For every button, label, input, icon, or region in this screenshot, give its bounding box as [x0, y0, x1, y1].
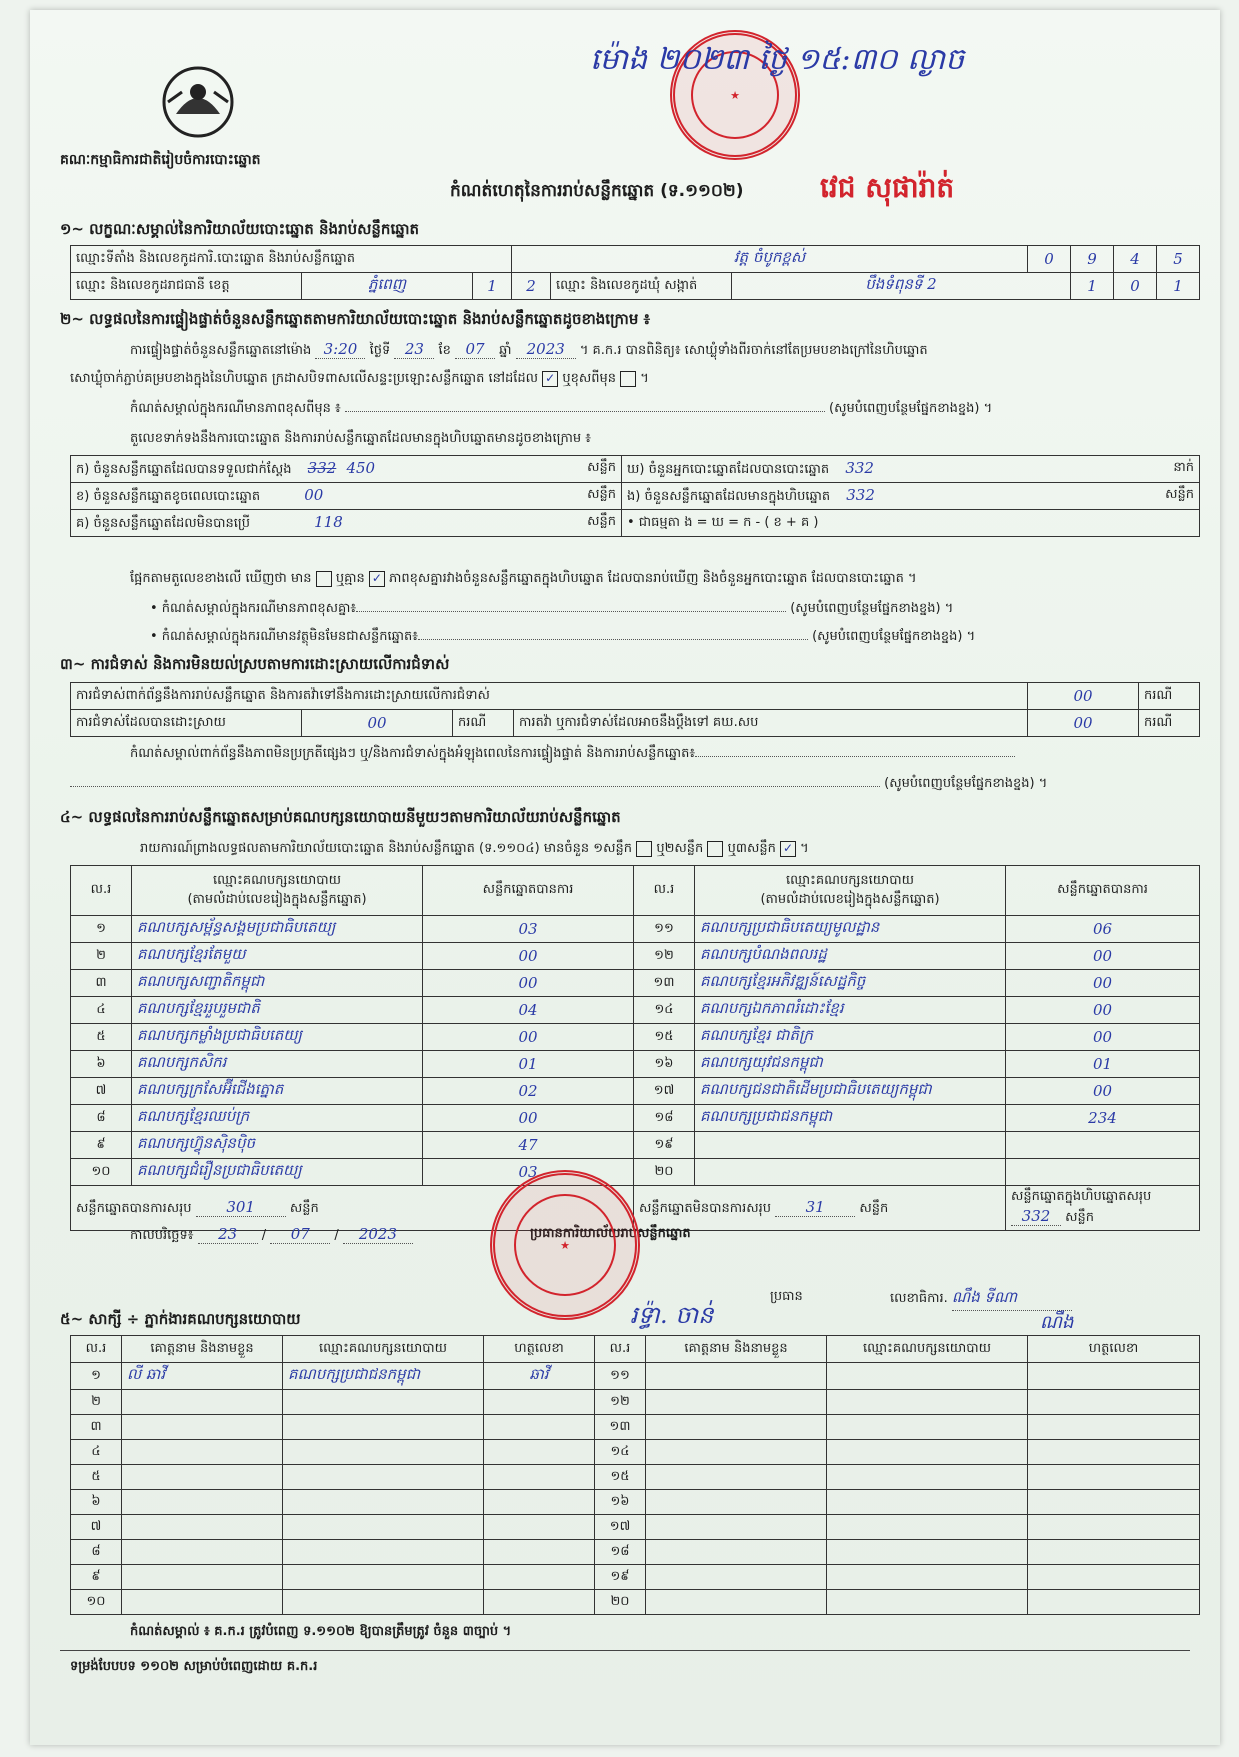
- resolved-value: 00: [302, 710, 453, 737]
- witness-number: ១៩: [595, 1565, 646, 1590]
- province-digit: 2: [512, 273, 551, 300]
- chair-signature: រទ្ធ៉ា. ចាន់: [630, 1301, 714, 1329]
- witness-name: [646, 1390, 827, 1415]
- witness-party: [827, 1490, 1028, 1515]
- party-name: គណបក្សខ្មែរតែមួយ: [132, 943, 423, 970]
- intro-table-line: តួលេខទាក់ទងនឹងការបោះឆ្នោត និងការរាប់សន្លឹកឆ្នោតដែលមានក្នុងហិបឆ្នោតមានដូចខាងក្រោម ៖: [130, 431, 591, 446]
- formula: • ជាធម្មតា ង = ឃ = ក - ( ខ + គ ): [622, 510, 1200, 537]
- col-party: ឈ្មោះគណបក្សនយោបាយ: [283, 1336, 484, 1363]
- count-a-unit: សន្លឹក: [587, 459, 616, 475]
- witness-row: [71, 1490, 1200, 1515]
- witness-party: [827, 1415, 1028, 1440]
- count-b-unit: សន្លឹក: [587, 486, 616, 502]
- two-sheet-checkbox[interactable]: [707, 841, 723, 857]
- witness-name: [122, 1540, 283, 1565]
- witness-signature: [484, 1490, 595, 1515]
- witness-row: [71, 1540, 1200, 1565]
- party-number: ១៧: [634, 1078, 695, 1105]
- results-row: [71, 1159, 1200, 1186]
- witness-party: [827, 1390, 1028, 1415]
- col-no: ល.រ: [595, 1336, 646, 1363]
- party-name: គណបក្សយុវជនកម្ពុជា: [695, 1051, 1006, 1078]
- party-number: ១២: [634, 943, 695, 970]
- party-votes: 00: [1006, 970, 1200, 997]
- witness-number: ២: [71, 1390, 122, 1415]
- verify-year-label: ឆ្នាំ: [499, 343, 512, 358]
- count-a-struck: 332: [307, 458, 337, 477]
- party-name: [695, 1132, 1006, 1159]
- verify-month-label: ខែ: [438, 343, 451, 358]
- location-digit: 9: [1071, 246, 1114, 273]
- party-name: គណបក្សខ្មែរឈប់ក្រ: [132, 1105, 423, 1132]
- witness-number: ៩: [71, 1565, 122, 1590]
- location-digit: 4: [1114, 246, 1157, 273]
- party-number: ១០: [71, 1159, 132, 1186]
- party-number: ២: [71, 943, 132, 970]
- witness-name: [122, 1515, 283, 1540]
- witness-name: [122, 1440, 283, 1465]
- witness-row: [71, 1565, 1200, 1590]
- count-b-value: 00: [304, 485, 324, 504]
- party-number: ៣: [71, 970, 132, 997]
- witness-name: [646, 1440, 827, 1465]
- one-sheet-checkbox[interactable]: [636, 841, 652, 857]
- verify-text-end: ។ គ.ក.រ បានពិនិត្យ៖ សោឃ្លុំទាំងពីរចាក់នៅតែប្រមបខាងក្រៅនៃហិបឆ្នោត: [579, 343, 928, 358]
- section4-heading: ៤~ លទ្ធផលនៃការរាប់សន្លឹកឆ្នោតសម្រាប់គណបក្សនយោបាយនីមួយៗតាមការិយាល័យរាប់សន្លឹកឆ្នោត: [60, 808, 621, 826]
- witness-name: [122, 1565, 283, 1590]
- section3-note: កំណត់សម្គាល់ពាក់ព័ន្ធនឹងភាពមិនប្រក្រតីផ្សេងៗ ឬ/និងការជំទាស់ក្នុងអំឡុងពេលនៃការផ្ទៀងផ្ទាត់ និងការរាប់សន្លឹកឆ្នោត៖: [130, 745, 1015, 764]
- witness-signature: [484, 1390, 595, 1415]
- no-difference-checkbox[interactable]: ✓: [369, 571, 385, 587]
- results-table: [70, 865, 1200, 1231]
- witness-signature: [1028, 1565, 1200, 1590]
- seal-text-c: ។: [640, 371, 649, 386]
- witness-party: [827, 1440, 1028, 1465]
- verify-text: ការផ្ទៀងផ្ទាត់ចំនួនសន្លឹកឆ្នោតនៅម៉ោង: [130, 343, 312, 358]
- note1-fill: (សូមបំពេញបន្ថែមផ្នែកខាងខ្នង) ។: [829, 401, 993, 416]
- witness-signature: [484, 1565, 595, 1590]
- witness-number: ១០: [71, 1590, 122, 1615]
- date-line: កាលបរិច្ឆេទ៖ 23 / 07 / 2023: [130, 1225, 413, 1246]
- witness-number: ៤: [71, 1440, 122, 1465]
- location-value: វត្ត ចំបូកខ្ពស់: [512, 246, 1028, 273]
- witness-signature: [484, 1465, 595, 1490]
- party-votes: 00: [423, 970, 634, 997]
- witness-party: [283, 1465, 484, 1490]
- party-name: គណបក្សបំណងពលរដ្ឋ: [695, 943, 1006, 970]
- results-row: [71, 997, 1200, 1024]
- witness-signature: [1028, 1363, 1200, 1390]
- witness-name: [646, 1515, 827, 1540]
- objection-value: 00: [1028, 683, 1139, 710]
- party-number: ១៦: [634, 1051, 695, 1078]
- footer-text: ទម្រង់បែបបទ ១១០២ សម្រាប់បំពេញដោយ គ.ក.រ: [70, 1659, 318, 1674]
- section1-heading: ១~ លក្ខណៈសម្គាល់នៃការិយាល័យបោះឆ្នោត និងរាប់សន្លឹកឆ្នោត: [60, 220, 420, 238]
- results-row: [71, 943, 1200, 970]
- party-name: គណបក្សជនជាតិដើមប្រជាធិបតេយ្យកម្ពុជា: [695, 1078, 1006, 1105]
- appeal-value: 00: [1028, 710, 1139, 737]
- same-checkbox[interactable]: ✓: [542, 371, 558, 387]
- party-number: ៧: [71, 1078, 132, 1105]
- witness-row: [71, 1363, 1200, 1390]
- section5-footnote: កំណត់សម្គាល់ ៖ គ.ក.រ ត្រូវបំពេញ ទ.១១០២ ឱ្យបានត្រឹមត្រូវ ចំនួន ៣ច្បាប់ ។: [130, 1624, 512, 1639]
- count-a-value: 450: [346, 458, 376, 477]
- resolved-unit: ករណី: [453, 710, 514, 737]
- witness-number: ៨: [71, 1540, 122, 1565]
- witness-name: [122, 1590, 283, 1615]
- witness-party: [827, 1565, 1028, 1590]
- seal-text-b: ឬខុសពីមុន: [562, 371, 616, 386]
- section2-heading: ២~ លទ្ធផលនៃការផ្ទៀងផ្ទាត់ចំនួនសន្លឹកឆ្នោតតាមការិយាល័យបោះឆ្នោត និងរាប់សន្លឹកឆ្នោតដូចខាងក្រោម ៖: [60, 310, 651, 328]
- witness-name: [646, 1465, 827, 1490]
- nec-logo: [158, 62, 238, 142]
- witness-signature: [1028, 1415, 1200, 1440]
- witness-name: [646, 1415, 827, 1440]
- witness-signature: [1028, 1590, 1200, 1615]
- section3-heading: ៣~ ការជំទាស់ និងការមិនយល់ស្របតាមការដោះស្រាយលើការជំទាស់: [60, 655, 450, 673]
- party-number: ៨: [71, 1105, 132, 1132]
- witness-party: [283, 1590, 484, 1615]
- party-name: គណបក្សខ្មែររួបរួមជាតិ: [132, 997, 423, 1024]
- witness-name: [122, 1490, 283, 1515]
- witness-name: [122, 1390, 283, 1415]
- party-votes: 01: [423, 1051, 634, 1078]
- party-votes: 06: [1006, 916, 1200, 943]
- count-d-value: 332: [845, 458, 874, 477]
- province-digit: 1: [473, 273, 512, 300]
- party-votes: 03: [423, 916, 634, 943]
- party-number: ១១: [634, 916, 695, 943]
- verify-day: 23: [394, 340, 434, 359]
- official-stamp-top: ★: [670, 30, 800, 160]
- party-name: [695, 1159, 1006, 1186]
- appeal-label: ការតវ៉ា ឬការជំទាស់ដែលអាចនឹងប្តឹងទៅ គឃ.សប: [514, 710, 1028, 737]
- verification-line: [130, 340, 928, 361]
- commune-digit: 0: [1114, 273, 1157, 300]
- witness-row: [71, 1465, 1200, 1490]
- witness-name: [646, 1490, 827, 1515]
- witness-number: ១៤: [595, 1440, 646, 1465]
- party-number: ២០: [634, 1159, 695, 1186]
- location-label: ឈ្មោះទីតាំង និងលេខកូដការិ.បោះឆ្នោត និងរាប់សន្លឹកឆ្នោត: [71, 246, 512, 273]
- witness-party: [827, 1540, 1028, 1565]
- counts-table: [70, 455, 1200, 537]
- party-votes: [1006, 1159, 1200, 1186]
- witness-name: [646, 1565, 827, 1590]
- witness-number: ១៧: [595, 1515, 646, 1540]
- witness-number: ១១: [595, 1363, 646, 1390]
- party-name: គណបក្សក្រសែអ៊ីជើងត្នោត: [132, 1078, 423, 1105]
- witness-party: [283, 1390, 484, 1415]
- witness-signature: [1028, 1515, 1200, 1540]
- witness-number: ៥: [71, 1465, 122, 1490]
- col-sign: ហត្ថលេខា: [1028, 1336, 1200, 1363]
- count-c-unit: សន្លឹក: [587, 513, 616, 529]
- party-number: ១: [71, 916, 132, 943]
- results-row: [71, 1078, 1200, 1105]
- party-number: ១៩: [634, 1132, 695, 1159]
- col-name: គោត្តនាម និងនាមខ្លួន: [122, 1336, 283, 1363]
- col-party: ឈ្មោះគណបក្សនយោបាយ (តាមលំដាប់លេខរៀងក្នុងសន្លឹកឆ្នោត): [132, 866, 423, 916]
- witness-party: [283, 1490, 484, 1515]
- witness-name: [646, 1590, 827, 1615]
- count-b-label: ខ) ចំនួនសន្លឹកឆ្នោតខូចពេលបោះឆ្នោត 00 សន្លឹក: [71, 483, 622, 510]
- party-name: គណបក្សកម្លាំងប្រជាធិបតេយ្យ: [132, 1024, 423, 1051]
- witness-row: [71, 1515, 1200, 1540]
- note3-line: • កំណត់សម្គាល់ក្នុងករណីមានវត្ថុមិនមែនជាសន្លឹកឆ្នោត៖ (សូមបំពេញបន្ថែមផ្នែកខាងខ្នង) ។: [150, 629, 976, 644]
- col-votes: សន្លឹកឆ្នោតបានការ: [423, 866, 634, 916]
- verify-time: 3:20: [315, 340, 365, 359]
- witness-number: ១៨: [595, 1540, 646, 1565]
- party-votes: 03: [423, 1159, 634, 1186]
- commission-name: គណៈកម្មាធិការជាតិរៀបចំការបោះឆ្នោត: [60, 152, 261, 168]
- witness-name: [646, 1363, 827, 1390]
- witness-row: [71, 1415, 1200, 1440]
- results-row: [71, 1024, 1200, 1051]
- party-name: គណបក្សកសិករ: [132, 1051, 423, 1078]
- count-a-label: ក) ចំនួនសន្លឹកឆ្នោតដែលបានទទួលជាក់ស្តែង 332 450 សន្លឹក: [71, 456, 622, 483]
- witness-name: [122, 1465, 283, 1490]
- handwritten-title: វេជ សុផារ៉ាត់: [820, 171, 955, 204]
- commune-label: ឈ្មោះ និងលេខកូដឃុំ សង្កាត់: [551, 273, 732, 300]
- witness-number: ១២: [595, 1390, 646, 1415]
- party-votes: 47: [423, 1132, 634, 1159]
- results-row: [71, 1051, 1200, 1078]
- objection-unit: ករណី: [1139, 683, 1200, 710]
- col-votes: សន្លឹកឆ្នោតបានការ: [1006, 866, 1200, 916]
- party-name: គណបក្សហ៊្វុនស៊ិនប៉ិច: [132, 1132, 423, 1159]
- party-number: ១៣: [634, 970, 695, 997]
- appeal-unit: ករណី: [1139, 710, 1200, 737]
- party-votes: 00: [423, 1024, 634, 1051]
- party-name: គណបក្សឯកភាពរំដោះខ្មែរ: [695, 997, 1006, 1024]
- witness-row: [71, 1390, 1200, 1415]
- top-handwritten-note: ម៉ោង ២០២៣ ថ្ងៃ ១៥:៣០ ល្ងាច: [590, 42, 965, 77]
- party-name: គណបក្សខ្មែរ ជាតិក្រ: [695, 1024, 1006, 1051]
- witness-party: [283, 1415, 484, 1440]
- secretary-signature: ណឹង: [1040, 1312, 1074, 1333]
- col-party: ឈ្មោះគណបក្សនយោបាយ (តាមលំដាប់លេខរៀងក្នុងសន្លឹកឆ្នោត): [695, 866, 1006, 916]
- witness-number: ១៣: [595, 1415, 646, 1440]
- party-name: គណបក្សប្រជាធិបតេយ្យមូលដ្ឋាន: [695, 916, 1006, 943]
- witness-name: [646, 1540, 827, 1565]
- party-number: ១៨: [634, 1105, 695, 1132]
- witness-signature: [484, 1415, 595, 1440]
- note1-label: កំណត់សម្គាល់ក្នុងករណីមានភាពខុសពីមុន ៖: [130, 401, 341, 416]
- count-e-value: 332: [846, 485, 875, 504]
- results-row: [71, 1105, 1200, 1132]
- resolved-label: ការជំទាស់ដែលបានដោះស្រាយ: [71, 710, 302, 737]
- witness-signature: [484, 1440, 595, 1465]
- seal-text: សោឃ្លុំចាក់ភ្ជាប់គម្របខាងក្នុងនៃហិបឆ្នោត ក្រដាសបិទពាសលើសន្ទះប្រឡោះសន្លឹកឆ្នោត នៅដដែល: [70, 371, 539, 386]
- witness-party: គណបក្សប្រជាជនកម្ពុជា: [283, 1363, 484, 1390]
- witness-party: [283, 1515, 484, 1540]
- count-c-label: គ) ចំនួនសន្លឹកឆ្នោតដែលមិនបានប្រើ 118 សន្លឹក: [71, 510, 622, 537]
- party-name: គណបក្សសម្ព័ន្ធសង្គមប្រជាធិបតេយ្យ: [132, 916, 423, 943]
- count-e-unit: សន្លឹក: [1165, 486, 1194, 502]
- party-name: គណបក្សសញ្ជាតិកម្ពុជា: [132, 970, 423, 997]
- section4-intro: រាយការណ៍ព្រាងលទ្ធផលតាមការិយាល័យបោះឆ្នោត និងរាប់សន្លឹកឆ្នោត (ទ.១១០៤) មានចំនួន ១សន្លឹក ឬ២សន្លឹក ឬ៣សន្លឹក ✓ ។: [140, 840, 809, 856]
- col-no: ល.រ: [634, 866, 695, 916]
- party-number: ៥: [71, 1024, 132, 1051]
- party-number: ៤: [71, 997, 132, 1024]
- party-number: ៦: [71, 1051, 132, 1078]
- section1-table: [70, 245, 1200, 300]
- form-page: [30, 10, 1220, 1745]
- party-votes: [1006, 1132, 1200, 1159]
- witness-row: [71, 1590, 1200, 1615]
- witness-signature: [484, 1540, 595, 1565]
- witness-signature: [1028, 1440, 1200, 1465]
- witness-name: [122, 1415, 283, 1440]
- office-label: ប្រធានការិយាល័យរាប់សន្លឹកឆ្នោត: [530, 1226, 691, 1241]
- party-votes: 234: [1006, 1105, 1200, 1132]
- different-checkbox[interactable]: [620, 371, 636, 387]
- seal-line: [70, 370, 649, 389]
- party-votes: 00: [1006, 997, 1200, 1024]
- count-c-value: 118: [314, 512, 343, 531]
- party-votes: 00: [423, 1105, 634, 1132]
- witness-number: ៦: [71, 1490, 122, 1515]
- party-votes: 00: [1006, 943, 1200, 970]
- witness-number: ២០: [595, 1590, 646, 1615]
- witness-number: ១: [71, 1363, 122, 1390]
- witness-party: [827, 1363, 1028, 1390]
- form-title: កំណត់ហេតុនៃការរាប់សន្លឹកឆ្នោត (ទ.១១០២): [450, 181, 744, 201]
- results-row: [71, 970, 1200, 997]
- note2-line: • កំណត់សម្គាល់ក្នុងករណីមានភាពខុសគ្នា៖ (សូមបំពេញបន្ថែមផ្នែកខាងខ្នង) ។: [150, 601, 954, 616]
- col-no: ល.រ: [71, 866, 132, 916]
- witness-signature: [1028, 1390, 1200, 1415]
- witness-number: ៧: [71, 1515, 122, 1540]
- party-votes: 00: [1006, 1024, 1200, 1051]
- secretary-line: លេខាធិការ. ណឹង ទីណា: [890, 1288, 1072, 1311]
- col-party: ឈ្មោះគណបក្សនយោបាយ: [827, 1336, 1028, 1363]
- witness-number: ១៥: [595, 1465, 646, 1490]
- section3-note-cont: (សូមបំពេញបន្ថែមផ្នែកខាងខ្នង) ។: [70, 775, 1190, 794]
- objection-label: ការជំទាស់ពាក់ព័ន្ធនឹងការរាប់សន្លឹកឆ្នោត និងការតវ៉ាទៅនឹងការដោះស្រាយលើការជំទាស់: [71, 683, 1028, 710]
- party-name: គណបក្សខ្មែរអភិវឌ្ឍន៍សេដ្ឋកិច្ច: [695, 970, 1006, 997]
- party-number: ១៥: [634, 1024, 695, 1051]
- witness-number: ១៦: [595, 1490, 646, 1515]
- witness-party: [283, 1440, 484, 1465]
- witness-party: [827, 1515, 1028, 1540]
- party-votes: 02: [423, 1078, 634, 1105]
- party-number: ៩: [71, 1132, 132, 1159]
- party-votes: 00: [423, 943, 634, 970]
- witness-signature: [484, 1515, 595, 1540]
- has-difference-checkbox[interactable]: [316, 571, 332, 587]
- section5-heading: ៥~ សាក្សី ÷ ភ្នាក់ងារគណបក្សនយោបាយ: [60, 1310, 301, 1328]
- count-d-unit: នាក់: [1173, 459, 1194, 475]
- official-stamp-bottom: ★: [490, 1170, 640, 1320]
- witness-signature: [1028, 1540, 1200, 1565]
- witness-signature: [1028, 1490, 1200, 1515]
- commune-digit: 1: [1071, 273, 1114, 300]
- witness-signature: [484, 1590, 595, 1615]
- note1-line: [130, 400, 1190, 419]
- col-sign: ហត្ថលេខា: [484, 1336, 595, 1363]
- witness-number: ៣: [71, 1415, 122, 1440]
- party-name: គណបក្សជំរឿនប្រជាធិបតេយ្យ: [132, 1159, 423, 1186]
- verify-year: 2023: [516, 340, 576, 359]
- compare-line: ផ្អែកតាមតួលេខខាងលើ ឃើញថា មាន ឬគ្មាន ✓ ភាពខុសគ្នារវាងចំនួនសន្លឹកឆ្នោតក្នុងហិបឆ្នោត ដែលបានរាប់ឃើញ និងចំនួនអ្នកបោះឆ្នោត ដែលបានបោះឆ្នោត ។: [130, 570, 917, 586]
- witness-table: [70, 1335, 1200, 1615]
- witness-signature: [1028, 1465, 1200, 1490]
- results-row: [71, 1132, 1200, 1159]
- party-votes: 04: [423, 997, 634, 1024]
- party-votes: 00: [1006, 1078, 1200, 1105]
- party-votes: 01: [1006, 1051, 1200, 1078]
- commune-digit: 1: [1157, 273, 1200, 300]
- witness-party: [827, 1465, 1028, 1490]
- witness-party: [827, 1590, 1028, 1615]
- witness-party: [283, 1565, 484, 1590]
- chair-label: ប្រធាន: [770, 1289, 803, 1304]
- verify-day-label: ថ្ងៃទី: [369, 343, 391, 358]
- verify-month: 07: [455, 340, 495, 359]
- province-value: ភ្នំពេញ: [302, 273, 473, 300]
- witness-row: [71, 1440, 1200, 1465]
- count-d-label: ឃ) ចំនួនអ្នកបោះឆ្នោតដែលបានបោះឆ្នោត 332 នាក់: [622, 456, 1200, 483]
- col-name: គោត្តនាម និងនាមខ្លួន: [646, 1336, 827, 1363]
- province-label: ឈ្មោះ និងលេខកូដរាជធានី ខេត្ត: [71, 273, 302, 300]
- col-no: ល.រ: [71, 1336, 122, 1363]
- three-sheet-checkbox[interactable]: ✓: [780, 841, 796, 857]
- location-digit: 0: [1028, 246, 1071, 273]
- party-name: គណបក្សប្រជាជនកម្ពុជា: [695, 1105, 1006, 1132]
- party-number: ១៤: [634, 997, 695, 1024]
- results-row: [71, 916, 1200, 943]
- witness-party: [283, 1540, 484, 1565]
- total-valid: សន្លឹកឆ្នោតបានការសរុប 301 សន្លឹក: [71, 1186, 634, 1231]
- total-box: សន្លឹកឆ្នោតក្នុងហិបឆ្នោតសរុប 332 សន្លឹក: [1006, 1186, 1200, 1231]
- count-e-label: ង) ចំនួនសន្លឹកឆ្នោតដែលមានក្នុងហិបឆ្នោត 332 សន្លឹក: [622, 483, 1200, 510]
- commune-value: បឹងទំពុនទី 2: [732, 273, 1071, 300]
- objections-table: [70, 682, 1200, 737]
- witness-signature: ឆាវី: [484, 1363, 595, 1390]
- location-digit: 5: [1157, 246, 1200, 273]
- total-invalid: សន្លឹកឆ្នោតមិនបានការសរុប 31 សន្លឹក: [634, 1186, 1006, 1231]
- witness-name: លី ឆាវី: [122, 1363, 283, 1390]
